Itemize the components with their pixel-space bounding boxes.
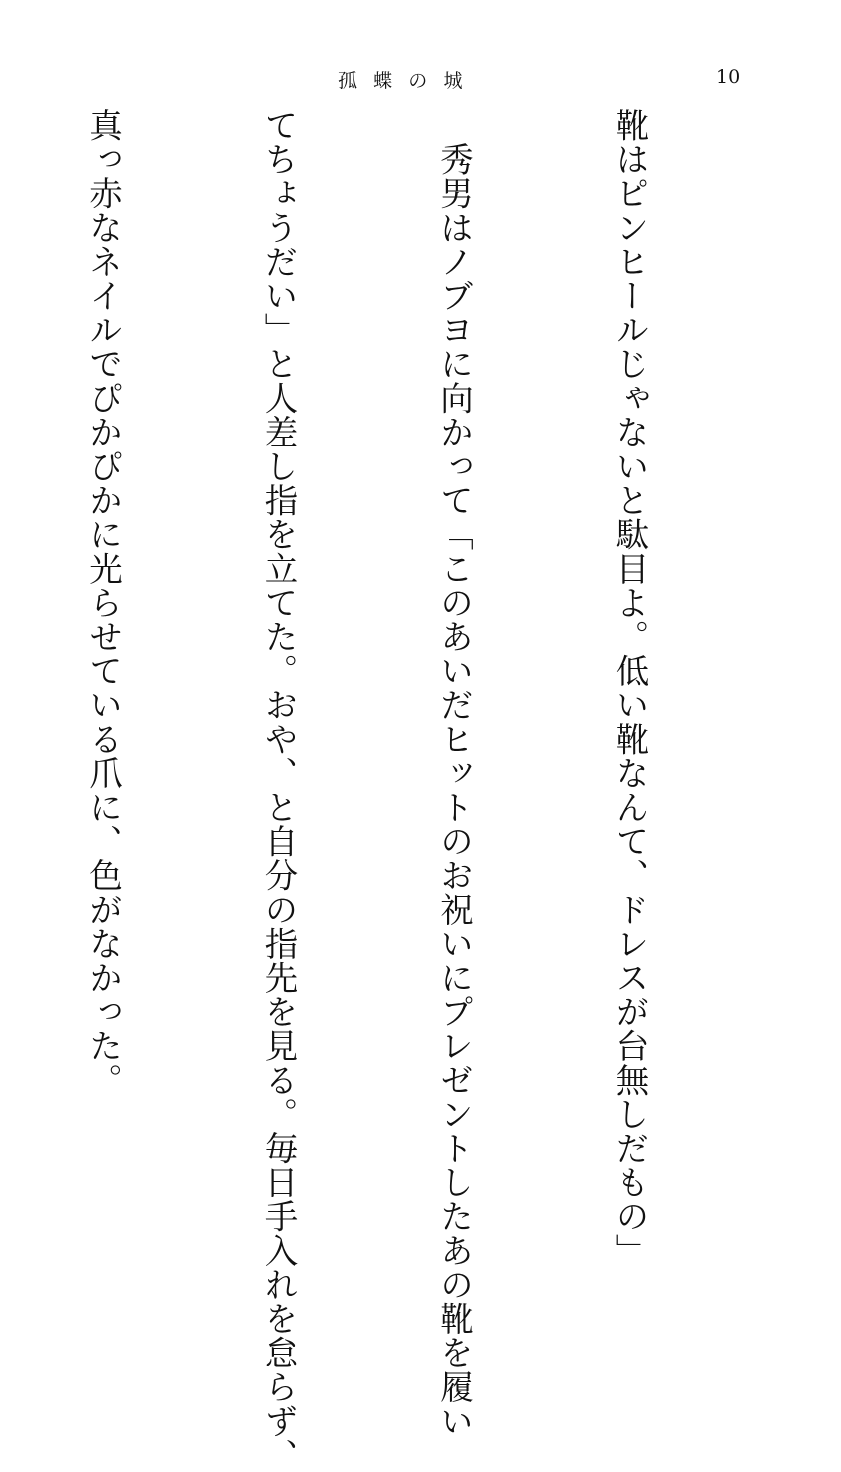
text-line: 靴はピンヒールじゃないと駄目よ。低い靴なんて、ドレスが台無しだもの」 bbox=[610, 108, 649, 1268]
text-line: 真っ赤なネイルでぴかぴかに光らせている爪に、色がなかった。 bbox=[83, 108, 123, 1097]
text-line: てちょうだい」と人差し指を立てた。おや、と自分の指先を見る。毎日手入れを怠らず、 bbox=[259, 108, 298, 1472]
body-text bbox=[83, 108, 775, 1472]
running-title: 孤蝶の城 bbox=[338, 70, 479, 92]
page-number: 10 bbox=[716, 66, 741, 88]
text-line: 秀男はノブヨに向かって「このあいだヒットのお祝いにプレゼントしたあの靴を履い bbox=[434, 108, 474, 1438]
